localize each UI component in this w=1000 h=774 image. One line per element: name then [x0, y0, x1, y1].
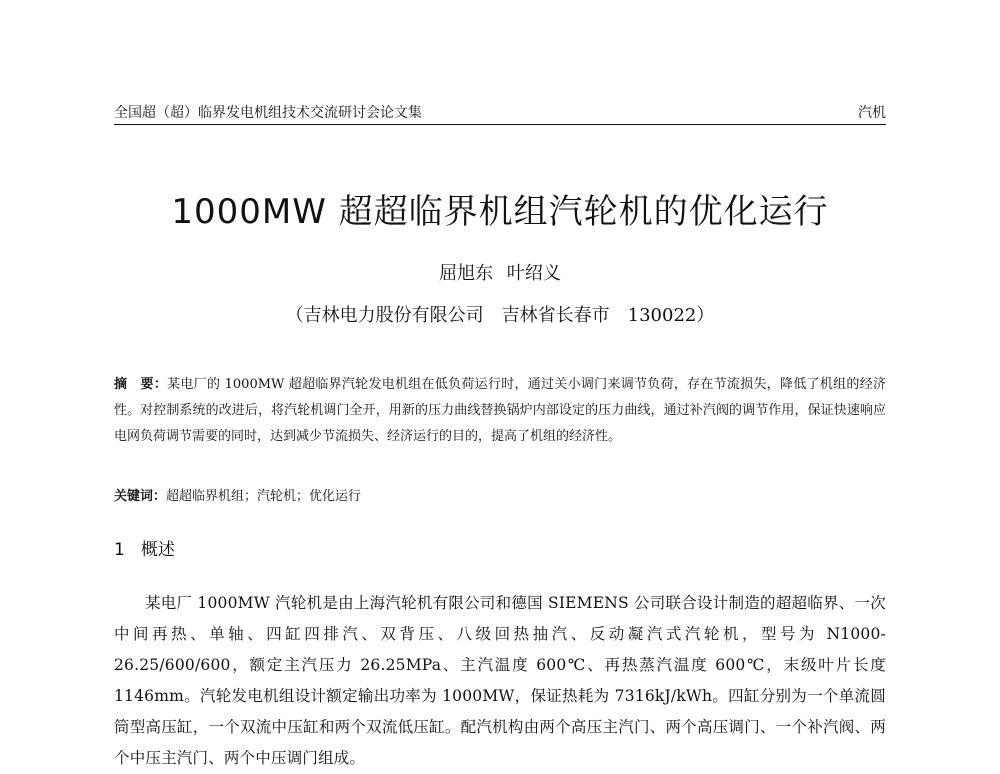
section-number: 1 — [114, 540, 125, 560]
section-title: 概述 — [140, 540, 175, 560]
paper-affiliation: （吉林电力股份有限公司 吉林省长春市 130022） — [285, 305, 715, 326]
paper-authors: 屈旭东 叶绍义 — [439, 263, 561, 284]
running-header-proceedings: 全国超（超）临界发电机组技术交流研讨会论文集 — [114, 105, 422, 121]
running-header-section: 汽机 — [858, 105, 886, 121]
abstract-text: 某电厂的 1000MW 超超临界汽轮发电机组在低负荷运行时，通过关小调门来调节负荷，存在节流损失，降低了机组的经济性。对控制系统的改进后，将汽轮机调门全开，用新的压力曲线替换锅炉内部设定的压力曲线，通过补汽阀的调节作用，保证快速响应电网负荷调节需要的同时，达到减少节流损失、经济运行的目的，提高了机组的经济性。 — [114, 377, 886, 444]
abstract-label: 摘 要： — [114, 377, 168, 392]
keywords-label: 关键词： — [114, 489, 167, 504]
section-body-paragraph: 某电厂 1000MW 汽轮机是由上海汽轮机有限公司和德国 SIEMENS 公司联合设计制造的超超临界、一次中间再热、单轴、四缸四排汽、双背压、八级回热抽汽、反动凝汽式汽轮机，型号为 N1000-26.25/600/600，额定主汽压力 26.25MPa、主汽温度 600℃、再热蒸汽温度 600℃，末级叶片长度 1146mm。汽轮发电机组设计额定输出功率为 1000MW，保证热耗为 7316kJ/kWh。四缸分别为一个单流圆筒型高压缸，一个双流中压缸和两个双流低压缸。配汽机构由两个高压主汽门、两个高压调门、一个补汽阀、两个中压主汽门、两个中压调门组成。 — [114, 594, 886, 767]
header-rule — [114, 124, 886, 125]
keywords-text: 超超临界机组；汽轮机；优化运行 — [166, 489, 362, 504]
section-heading — [114, 538, 175, 562]
keywords — [114, 484, 886, 510]
paper-title: 1000MW 超超临界机组汽轮机的优化运行 — [171, 192, 829, 232]
abstract — [114, 372, 886, 450]
